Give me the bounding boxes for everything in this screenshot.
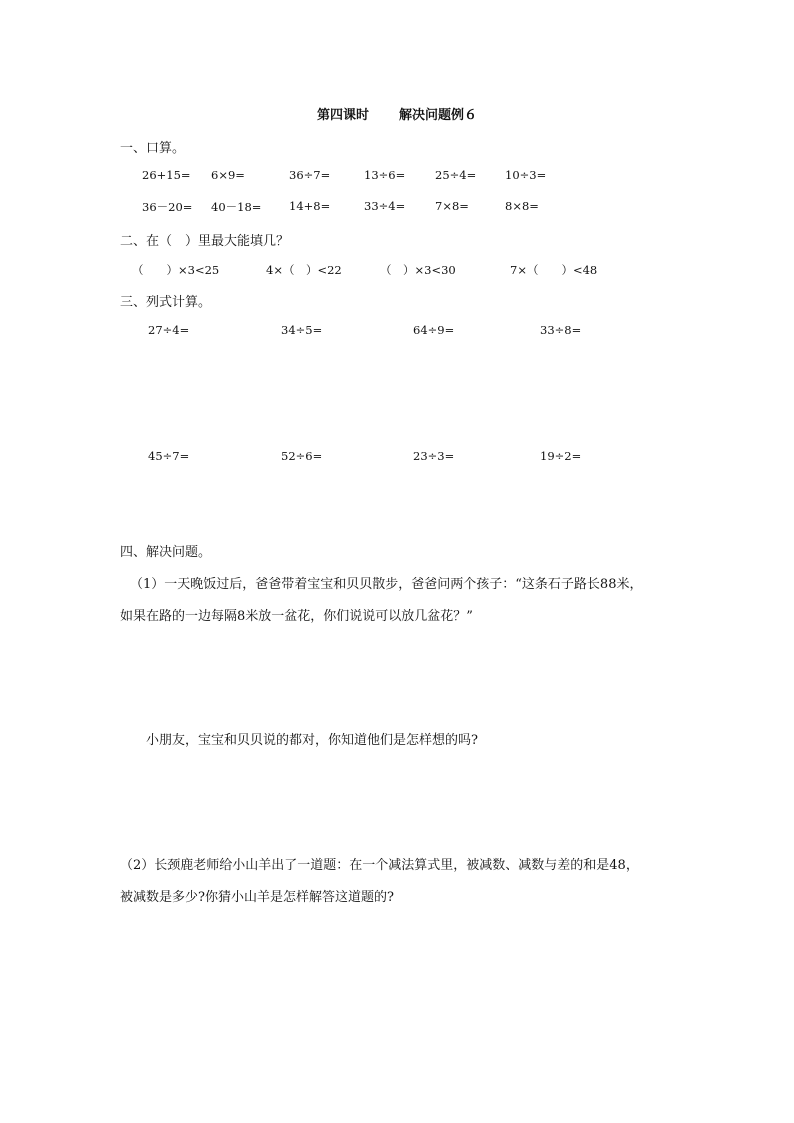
calc-item: 6×9= — [211, 168, 245, 182]
fill-blank-item: 7×（ ）<48 — [510, 263, 598, 277]
fill-blank-item: （ ）×3<30 — [380, 263, 456, 277]
section-4-heading: 四、解决问题。 — [120, 545, 212, 560]
division-item: 52÷6= — [281, 449, 323, 463]
page-title — [0, 104, 794, 123]
calc-item: 40－18= — [211, 200, 262, 214]
division-item: 45÷7= — [148, 449, 190, 463]
calc-item: 26+15= — [142, 168, 191, 182]
problem-2-line-1: （2）长颈鹿老师给小山羊出了一道题：在一个减法算式里，被减数、减数与差的和是48， — [120, 858, 639, 873]
calc-item: 36÷7= — [289, 168, 331, 182]
problem-2-line-2: 被减数是多少?你猜小山羊是怎样解答这道题的? — [120, 890, 394, 905]
calc-item: 25÷4= — [435, 168, 477, 182]
title-lesson: 第四课时 — [316, 108, 369, 123]
calc-item: 8×8= — [505, 199, 539, 213]
section-3-heading: 三、列式计算。 — [120, 295, 212, 310]
problem-1-line-2: 如果在路的一边每隔8米放一盆花，你们说说可以放几盆花？” — [120, 609, 473, 624]
fill-blank-item: （ ）×3<25 — [132, 263, 220, 277]
problem-1-question: 小朋友，宝宝和贝贝说的都对，你知道他们是怎样想的吗? — [146, 733, 478, 748]
calc-item: 7×8= — [435, 199, 469, 213]
calc-item: 33÷4= — [364, 199, 406, 213]
section-1-heading: 一、口算。 — [120, 141, 186, 156]
division-item: 33÷8= — [540, 323, 582, 337]
problem-1-line-1: （1）一天晚饭过后，爸爸带着宝宝和贝贝散步，爸爸问两个孩子：“这条石子路长88米， — [130, 577, 643, 592]
calc-item: 14+8= — [289, 199, 331, 213]
calc-item: 36－20= — [142, 200, 193, 214]
division-item: 23÷3= — [413, 449, 455, 463]
division-item: 27÷4= — [148, 323, 190, 337]
calc-item: 10÷3= — [505, 168, 547, 182]
calc-item: 13÷6= — [364, 168, 406, 182]
division-item: 34÷5= — [281, 323, 323, 337]
section-2-heading: 二、在（ ）里最大能填几？ — [120, 234, 290, 249]
title-topic: 解决问题例６ — [399, 108, 478, 123]
division-item: 19÷2= — [540, 449, 582, 463]
fill-blank-item: 4×（ ）<22 — [266, 263, 342, 277]
division-item: 64÷9= — [413, 323, 455, 337]
